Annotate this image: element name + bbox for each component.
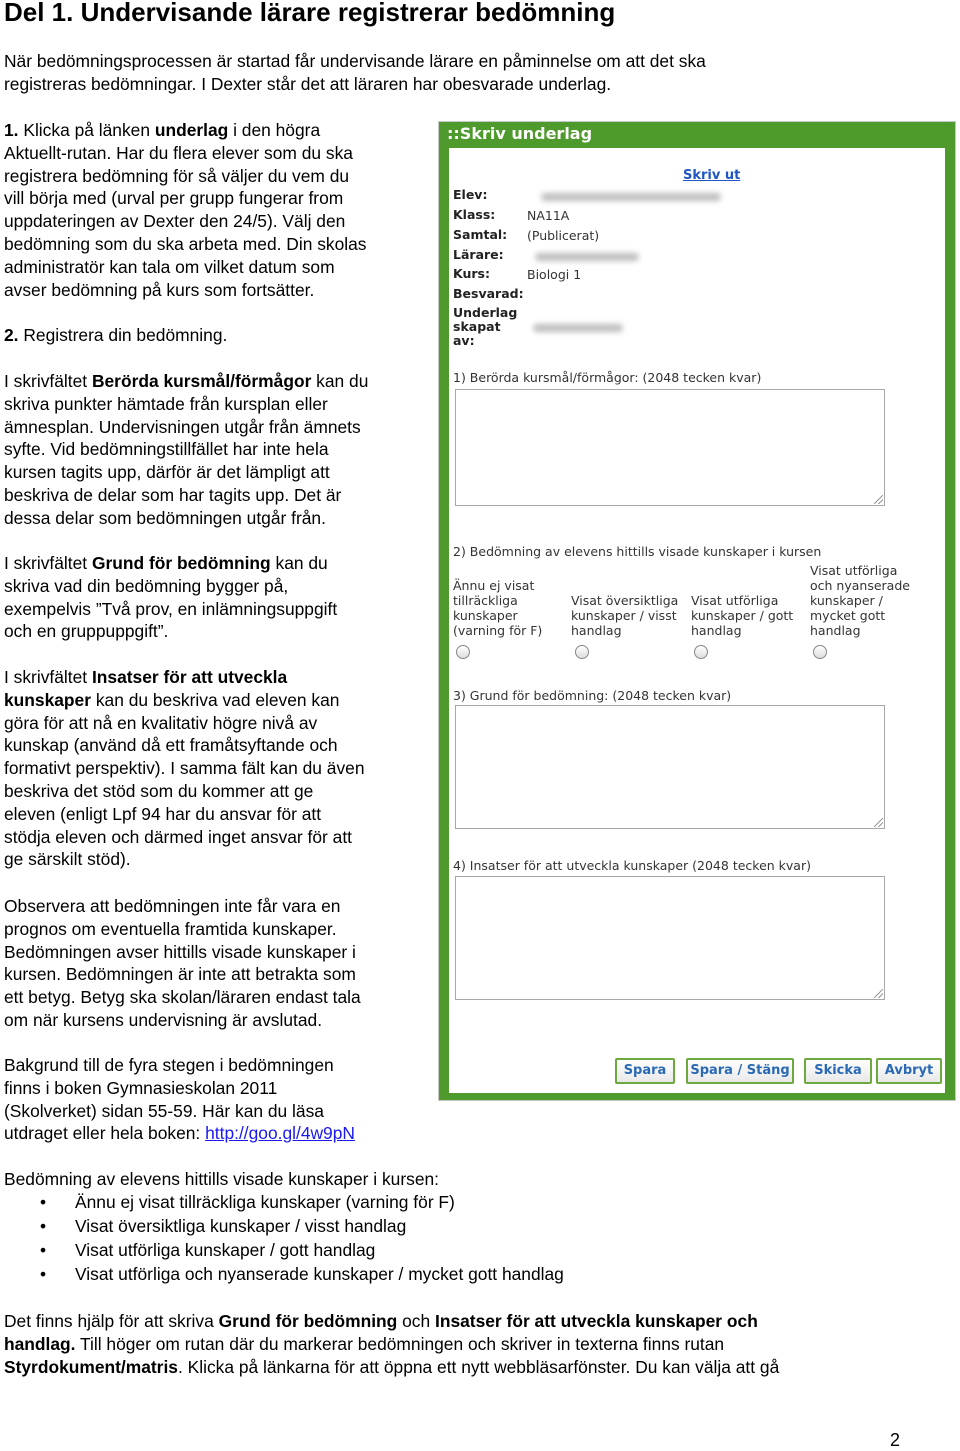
observera-line: om när kursens undervisning är avslutad. [4, 1009, 323, 1030]
berorda-line: syfte. Vid bedömningstillfället har inte hela [4, 439, 329, 460]
samtal-value: (Publicerat) [527, 228, 600, 243]
insatser-textarea[interactable] [455, 876, 885, 1000]
resize-grip-icon[interactable] [874, 818, 883, 827]
final-text: . Klicka på länkarna för att öppna ett nytt webbläsarfönster. Du kan välja att gå [177, 1356, 780, 1377]
list-item: • Visat utförliga kunskaper / gott handlag [4, 1238, 564, 1262]
option-label-4: Visat utförliga och nyanserade kunskaper / mycket gott handlag [810, 563, 910, 638]
final-bold: Grund för bedömning [218, 1311, 398, 1331]
bakgrund-line: Bakgrund till de fyra stegen i bedömningen [4, 1055, 334, 1075]
insatser-line: göra för att nå en kvalitativ högre nivå av [4, 712, 318, 733]
insatser-line: eleven (enligt Lpf 94 har du ansvar för att [4, 803, 322, 824]
berorda-line: beskriva de delar som har tagits upp. Det är [4, 484, 342, 505]
observera-paragraph [4, 895, 434, 1032]
radio-option-1[interactable] [456, 645, 470, 659]
insatser-line: kunskap (använd då ett framåtsyftande och [4, 735, 338, 756]
bakgrund-line: finns i boken Gymnasieskolan 2011 [4, 1077, 278, 1098]
redacted-teacher-name [535, 253, 639, 261]
bakgrund-text: utdraget eller hela boken: [4, 1123, 206, 1144]
klass-label: Klass: [453, 207, 496, 222]
list-item: • Ännu ej visat tillräckliga kunskaper (varning för F) [4, 1190, 564, 1214]
observera-line: Observera att bedömningen inte får vara en [4, 896, 341, 916]
page-heading: Del 1. Undervisande lärare registrerar bedömning [4, 0, 616, 27]
spara-stang-button[interactable]: Spara / Stäng [686, 1058, 794, 1084]
step1-text: i den högra [228, 120, 321, 140]
step2-number: 2. [4, 325, 19, 345]
list-item: • Visat utförliga och nyanserade kunskaper / mycket gott handlag [4, 1262, 564, 1286]
list-item: • Visat översiktliga kunskaper / visst handlag [4, 1214, 564, 1238]
step1-line: Aktuellt-rutan. Har du flera elever som du ska [4, 142, 353, 163]
form-body [449, 148, 945, 1093]
final-paragraph [4, 1310, 944, 1378]
insatser-line: formativt perspektiv). I samma fält kan du även [4, 758, 365, 779]
step1-bold: underlag [154, 120, 229, 140]
option-label-3: Visat utförliga kunskaper / gott handlag [691, 593, 794, 638]
final-text: Det finns hjälp för att skriva [4, 1311, 219, 1331]
grund-line: skriva vad din bedömning bygger på, [4, 575, 289, 596]
step1-line: avser bedömning på kurs som fortsätter. [4, 279, 315, 300]
bakgrund-line: (Skolverket) sidan 55-59. Här kan du läsa [4, 1100, 324, 1121]
step1-line: bedömning som du ska arbeta med. Din skolas [4, 233, 367, 254]
print-link[interactable]: Skriv ut [683, 168, 741, 183]
berorda-line: dessa delar som bedömningen utgår från. [4, 507, 326, 528]
berorda-textarea[interactable] [455, 389, 885, 506]
observera-line: prognos om eventuella framtida kunskaper. [4, 918, 337, 939]
step1-line: uppdateringen av Dexter den 24/5). Välj den [4, 211, 346, 232]
section-2-label: 2) Bedömning av elevens hittills visade kunskaper i kursen [453, 544, 822, 559]
intro-paragraph [4, 50, 934, 96]
insatser-line: beskriva det stöd som du kommer att ge [4, 780, 314, 801]
step1-text: Klicka på länken [18, 120, 155, 140]
insatser-text: I skrivfältet [4, 667, 92, 687]
form-title: ::Skriv underlag [447, 124, 593, 143]
section-1-label: 1) Berörda kursmål/förmågor: (2048 tecken kvar) [453, 370, 762, 385]
berorda-text: kan du [311, 371, 369, 391]
berorda-line: kursen tagits upp, därför är det lämpligt att [4, 462, 330, 483]
berorda-line: ämnesplan. Undervisningen utgår från ämnets [4, 416, 361, 437]
underlag-skapat-label: Underlag skapat av: [453, 305, 518, 348]
book-link[interactable]: http://goo.gl/4w9pN [205, 1123, 355, 1144]
final-bold: handlag. [4, 1333, 76, 1354]
bullets-intro: Bedömning av elevens hittills visade kunskaper i kursen: [4, 1169, 439, 1189]
insatser-line: stödja eleven och därmed inget ansvar för att [4, 826, 353, 847]
step1-line: administratör kan tala om vilket datum som [4, 256, 335, 277]
kurs-value: Biologi 1 [527, 267, 582, 282]
avbryt-button[interactable]: Avbryt [876, 1058, 942, 1084]
step1-number: 1. [4, 120, 19, 140]
resize-grip-icon[interactable] [874, 989, 883, 998]
final-bold: Insatser för att utveckla kunskaper och [435, 1311, 758, 1331]
radio-option-4[interactable] [813, 645, 827, 659]
redacted-student-name [541, 193, 721, 201]
samtal-label: Samtal: [453, 227, 508, 242]
assessment-levels-list [4, 1190, 564, 1286]
spara-button[interactable]: Spara [615, 1058, 675, 1084]
grund-line: exempelvis ”Två prov, en inlämningsuppgift [4, 598, 338, 619]
besvarad-label: Besvarad: [453, 286, 524, 301]
radio-option-3[interactable] [694, 645, 708, 659]
berorda-paragraph [4, 370, 434, 530]
section-4-label: 4) Insatser för att utveckla kunskaper (2048 tecken kvar) [453, 858, 811, 873]
berorda-line: skriva punkter hämtade från kursplan eller [4, 393, 328, 414]
observera-line: kursen. Bedömningen är inte att betrakta som [4, 964, 356, 985]
grund-bold: Grund för bedömning [91, 553, 271, 573]
option-label-1: Ännu ej visat tillräckliga kunskaper (varning för F) [453, 578, 543, 638]
grund-textarea[interactable] [455, 705, 885, 829]
section-3-label: 3) Grund för bedömning: (2048 tecken kvar) [453, 688, 732, 703]
larare-label: Lärare: [453, 247, 504, 262]
insatser-bold: kunskaper [4, 689, 91, 710]
insatser-bold: Insatser för att utveckla [91, 667, 288, 687]
form-screenshot-panel [438, 121, 956, 1101]
observera-line: ett betyg. Betyg ska skolan/läraren endast tala [4, 987, 361, 1008]
klass-value: NA11A [527, 208, 570, 223]
radio-option-2[interactable] [575, 645, 589, 659]
final-text: Till höger om rutan där du markerar bedömningen och skriver in texterna finns rutan [75, 1333, 725, 1354]
final-text: och [397, 1311, 435, 1331]
elev-label: Elev: [453, 187, 488, 202]
grund-paragraph [4, 552, 434, 643]
step1-line: vill börja med (urval per grupp fungerar from [4, 188, 344, 209]
option-label-2: Visat översiktliga kunskaper / visst handlag [571, 593, 679, 638]
observera-line: Bedömningen avser hittills visade kunskaper i [4, 941, 356, 962]
skicka-button[interactable]: Skicka [804, 1058, 872, 1084]
step2-paragraph [4, 324, 434, 347]
resize-grip-icon[interactable] [874, 495, 883, 504]
kurs-label: Kurs: [453, 266, 490, 281]
step1-paragraph [4, 119, 434, 301]
final-bold: Styrdokument/matris [4, 1356, 178, 1377]
berorda-text: I skrivfältet [4, 371, 92, 391]
insatser-line: ge särskilt stöd). [4, 849, 131, 870]
bakgrund-paragraph [4, 1054, 434, 1145]
redacted-creator-name [533, 324, 623, 332]
insatser-paragraph [4, 666, 434, 871]
insatser-text: kan du beskriva vad eleven kan [91, 689, 340, 710]
grund-text: kan du [270, 553, 328, 573]
grund-line: och en gruppuppgift”. [4, 621, 169, 642]
grund-text: I skrivfältet [4, 553, 92, 573]
step1-line: registrera bedömning för så väljer du vem du [4, 165, 350, 186]
page-number: 2 [890, 1430, 901, 1450]
step2-text: Registrera din bedömning. [18, 325, 228, 345]
intro-line: När bedömningsprocessen är startad får undervisande lärare en påminnelse om att det ska [4, 51, 706, 71]
berorda-bold: Berörda kursmål/förmågor [91, 371, 312, 391]
intro-line: registreras bedömningar. I Dexter står det att läraren har obesvarade underlag. [4, 73, 612, 94]
